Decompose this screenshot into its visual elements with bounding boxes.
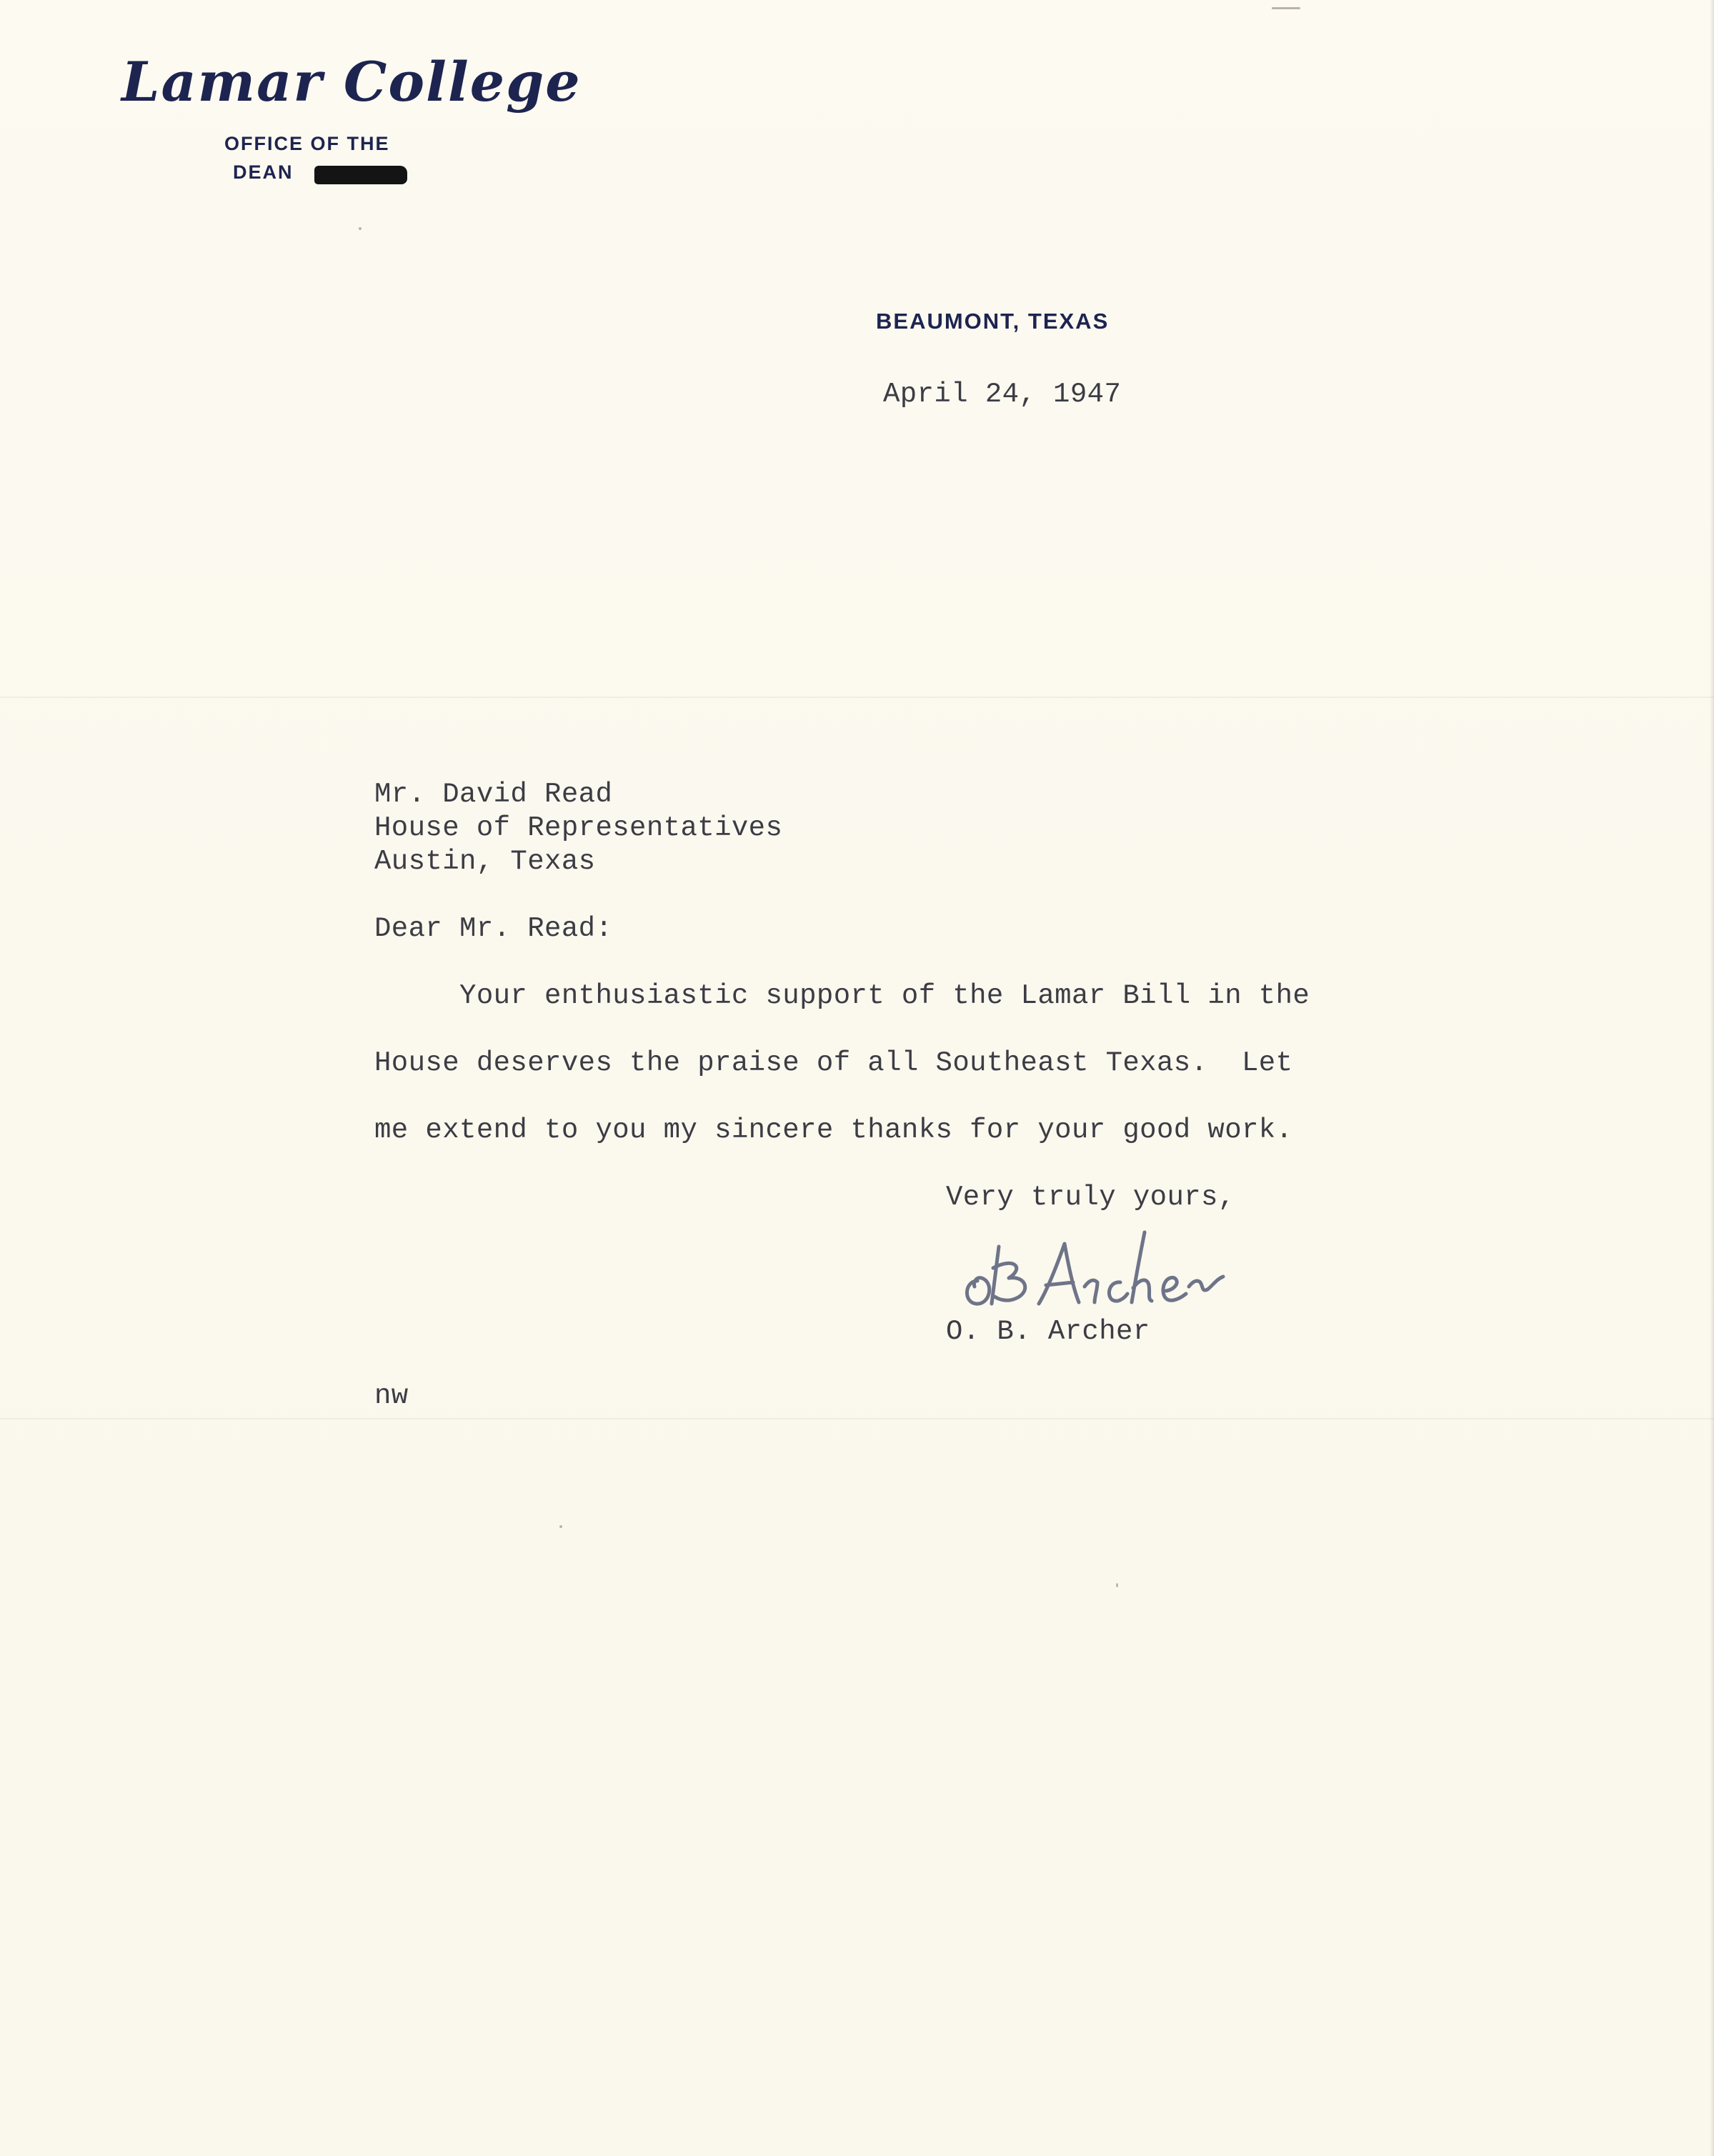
recipient-line-3: Austin, Texas (374, 846, 596, 877)
recipient-name: Mr. David Read (374, 779, 613, 810)
body-line: House deserves the praise of all Southeast Texas. Let (374, 1047, 1293, 1079)
paper-fold-line (0, 1418, 1714, 1419)
letterhead-college-name: Lamar College (121, 50, 582, 114)
letterhead-location: BEAUMONT, TEXAS (876, 309, 1110, 334)
typist-initials: nw (374, 1380, 409, 1412)
recipient-line-2: House of Representatives (374, 812, 783, 844)
closing: Very truly yours, (946, 1182, 1235, 1213)
paper-speck (559, 1525, 562, 1528)
letterhead-office-line: OFFICE OF THE (224, 133, 390, 154)
paper-fold-line (0, 697, 1714, 698)
body-line: me extend to you my sincere thanks for your good work. (374, 1114, 1293, 1146)
paper-speck (1116, 1583, 1118, 1587)
signature-image (957, 1225, 1229, 1318)
salutation: Dear Mr. Read: (374, 913, 613, 944)
letterhead-dean-line: DEAN (233, 161, 294, 183)
paper-edge-shadow (1710, 0, 1714, 2156)
signer-name: O. B. Archer (946, 1316, 1150, 1347)
body-line: Your enthusiastic support of the Lamar Bill in the (374, 980, 1310, 1012)
redaction-mark (314, 166, 407, 184)
paper-speck (359, 227, 362, 230)
paper-speck (1272, 7, 1300, 9)
letter-date: April 24, 1947 (883, 379, 1122, 410)
